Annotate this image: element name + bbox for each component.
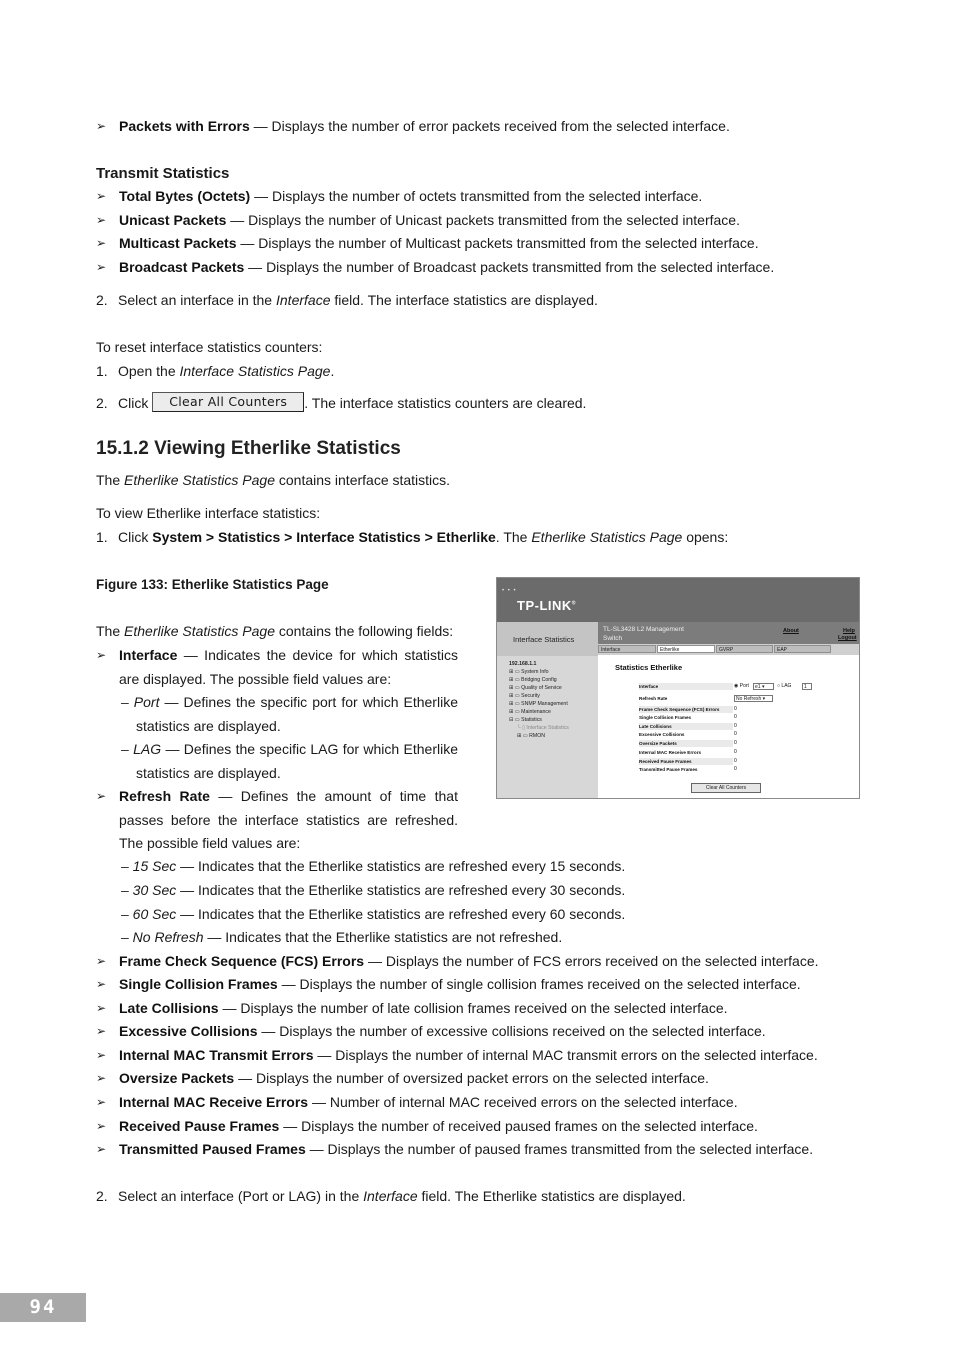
row-value-single-collision: 0 — [734, 714, 737, 720]
etherlike-screenshot — [496, 577, 860, 799]
tree-item-rmon[interactable]: ⊞ ▭ RMON — [517, 733, 545, 739]
tree-label: Interface Statistics — [526, 725, 569, 731]
tree-root[interactable]: 192.168.1.1 — [509, 661, 537, 667]
row-label-excessive: Excessive Collisions — [639, 732, 685, 737]
value-name: – LAG — [121, 741, 162, 757]
row-value-oversize: 0 — [734, 740, 737, 746]
tree-item-system-info[interactable]: ⊞ ▭ System Info — [509, 669, 549, 675]
step-number: 2. — [96, 1188, 108, 1204]
text: contains the following fields: — [274, 623, 454, 639]
value-desc: — Indicates that the Etherlike statistics are refreshed every 15 seconds. — [176, 858, 626, 874]
row-label-oversize: Oversize Packets — [639, 740, 733, 747]
tree-label: Security — [521, 693, 540, 699]
row-value-late-collisions: 0 — [734, 723, 737, 729]
logo-dots-icon: • • • — [502, 588, 517, 594]
term: Multicast Packets — [119, 235, 237, 251]
tree-item-interface-statistics[interactable]: └ ▯ Interface Statistics — [517, 725, 569, 731]
term: Total Bytes (Octets) — [119, 188, 251, 204]
bullet-packets-with-errors — [96, 115, 859, 139]
desc: — Displays the number of single collision frames received on the selected interface. — [277, 976, 801, 992]
port-select[interactable]: e1 ▾ — [753, 683, 774, 690]
final-step — [96, 1185, 859, 1209]
term: Single Collision Frames — [119, 976, 278, 992]
text: Click — [118, 395, 153, 411]
logo-text: TP-LINK — [517, 598, 572, 613]
text: Open the — [118, 363, 180, 379]
text: The — [96, 472, 125, 488]
view-intro: To view Etherlike interface statistics: — [96, 505, 321, 521]
desc: — Displays the number of error packets received from the selected interface. — [249, 118, 730, 134]
row-label-refresh: Refresh Rate — [639, 696, 668, 701]
italic-text: Etherlike Statistics Page — [124, 472, 275, 488]
logout-link[interactable]: Logout — [838, 635, 857, 641]
tree-item-statistics[interactable]: ⊟ ▭ Statistics — [509, 717, 542, 723]
nav-tree — [501, 660, 569, 740]
interface-selector — [734, 683, 749, 690]
row-label-late-collisions: Late Collisions — [639, 723, 733, 730]
bullet-mac-receive-errors — [96, 1091, 859, 1115]
row-value-mac-receive: 0 — [734, 749, 737, 755]
tree-item-snmp[interactable]: ⊞ ▭ SNMP Management — [509, 701, 568, 707]
row-label-interface: Interface — [639, 683, 733, 690]
term: Interface — [119, 647, 178, 663]
term: Frame Check Sequence (FCS) Errors — [119, 953, 365, 969]
value-desc: — Indicates that the Etherlike statistics are refreshed every 60 seconds. — [176, 906, 626, 922]
reset-step-2 — [96, 392, 859, 416]
clear-all-counters-button[interactable]: Clear All Counters — [152, 392, 304, 412]
text: field. The Etherlike statistics are displayed. — [417, 1188, 686, 1204]
tree-item-security[interactable]: ⊞ ▭ Security — [509, 693, 540, 699]
bullet-unicast — [96, 209, 859, 233]
tree-label: Bridging Config — [521, 677, 557, 683]
model-name — [603, 625, 684, 643]
model-line-1: TL-SL3428 L2 Management — [603, 626, 684, 633]
tree-label: Statistics — [521, 717, 542, 723]
bullet-transmitted-paused — [96, 1138, 859, 1162]
term: Refresh Rate — [119, 788, 210, 804]
row-label-single-collision: Single Collision Frames — [639, 715, 692, 720]
desc: — Defines the amount of time that passes before the interface statistics are refreshed. The possible field values are: — [119, 788, 458, 851]
desc: — Indicates the device for which statistics are displayed. The possible field values are: — [119, 647, 458, 687]
page-number: 94 — [0, 1293, 86, 1322]
desc: — Displays the number of octets transmitted from the selected interface. — [250, 188, 703, 204]
term: Broadcast Packets — [119, 259, 245, 275]
tree-label: RMON — [529, 733, 545, 739]
menu-path: System > Statistics > Interface Statistics > Etherlike — [152, 529, 496, 545]
tree-item-bridging[interactable]: ⊞ ▭ Bridging Config — [509, 677, 557, 683]
tab-etherlike[interactable]: Etherlike — [657, 645, 715, 653]
refresh-value-15 — [121, 855, 625, 879]
text: . The — [495, 529, 532, 545]
refresh-value: No Refresh — [736, 696, 762, 702]
refresh-select[interactable]: No Refresh ▾ — [734, 695, 773, 702]
italic-text: Interface — [363, 1188, 418, 1204]
trademark: ® — [571, 600, 576, 607]
screenshot-clear-all-counters-button[interactable]: Clear All Counters — [691, 783, 761, 793]
value-name: – No Refresh — [121, 929, 204, 945]
refresh-value-60 — [121, 903, 625, 927]
value-desc: — Defines the specific port for which Etherlike statistics are displayed. — [136, 694, 458, 734]
lag-selector — [777, 683, 791, 690]
transmit-statistics-heading: Transmit Statistics — [96, 165, 230, 182]
text: . — [330, 363, 335, 379]
row-value-received-pause: 0 — [734, 758, 737, 764]
interface-value-lag — [121, 738, 458, 785]
bullet-interface — [96, 644, 458, 691]
row-label-fcs: Frame Check Sequence (FCS) Errors — [639, 706, 733, 713]
desc: — Displays the number of Multicast packets transmitted from the selected interface. — [236, 235, 759, 251]
desc: — Number of internal MAC received errors on the selected interface. — [308, 1094, 738, 1110]
desc: — Displays the number of excessive collisions received on the selected interface. — [257, 1023, 766, 1039]
value-name: – 15 Sec — [121, 858, 177, 874]
step-select-interface — [96, 289, 859, 313]
desc: — Displays the number of FCS errors received on the selected interface. — [364, 953, 819, 969]
bullet-fcs-errors — [96, 950, 859, 974]
view-step-1 — [96, 526, 859, 550]
tree-label: SNMP Management — [521, 701, 568, 707]
figure-caption: Figure 133: Etherlike Statistics Page — [96, 577, 329, 592]
model-line-2: Switch — [603, 635, 623, 642]
term: Late Collisions — [119, 1000, 219, 1016]
value-name: – 30 Sec — [121, 882, 177, 898]
text: Select an interface in the — [118, 292, 276, 308]
about-link[interactable]: About — [783, 628, 799, 634]
italic-text: Etherlike Statistics Page — [124, 623, 275, 639]
term: Oversize Packets — [119, 1070, 235, 1086]
desc: — Displays the number of late collision frames received on the selected interface. — [218, 1000, 728, 1016]
desc: — Displays the number of received paused frames on the selected interface. — [279, 1118, 758, 1134]
italic-text: Interface Statistics Page — [179, 363, 331, 379]
bullet-total-bytes — [96, 185, 859, 209]
bullet-late-collisions — [96, 997, 859, 1021]
term: Packets with Errors — [119, 118, 250, 134]
left-header-title: Interface Statistics — [513, 635, 575, 644]
tab-eap[interactable]: EAP — [774, 645, 831, 653]
text: contains interface statistics. — [274, 472, 451, 488]
value-desc: — Indicates that the Etherlike statistics are not refreshed. — [203, 929, 563, 945]
desc: — Displays the number of Unicast packets transmitted from the selected interface. — [226, 212, 740, 228]
left-pane-header — [497, 622, 598, 656]
italic-text: Interface — [276, 292, 331, 308]
desc: — Displays the number of Broadcast packets transmitted from the selected interface. — [244, 259, 775, 275]
bullet-single-collision — [96, 973, 859, 997]
bullet-refresh-rate — [96, 785, 458, 856]
row-value-excessive: 0 — [734, 731, 737, 737]
tree-label: Maintenance — [521, 709, 551, 715]
term: Unicast Packets — [119, 212, 227, 228]
bullet-excessive-collisions — [96, 1020, 859, 1044]
text: Select an interface (Port or LAG) in the — [118, 1188, 364, 1204]
bullet-oversize-packets — [96, 1067, 859, 1091]
step-number: 2. — [96, 292, 108, 308]
section-heading: 15.1.2 Viewing Etherlike Statistics — [96, 438, 401, 459]
port-value: e1 — [755, 684, 761, 690]
tab-interface[interactable]: Interface — [598, 645, 656, 653]
row-label-transmitted-pause: Transmitted Pause Frames — [639, 767, 698, 772]
row-value-transmitted-pause: 0 — [734, 766, 737, 772]
step-number: 1. — [96, 529, 108, 545]
step-number: 2. — [96, 395, 108, 411]
refresh-value-30 — [121, 879, 625, 903]
tp-link-logo — [517, 598, 576, 613]
lag-select[interactable]: 1 — [802, 683, 812, 690]
text: opens: — [682, 529, 729, 545]
italic-text: Etherlike Statistics Page — [531, 529, 683, 545]
interface-value-port — [121, 691, 458, 738]
text: field. The interface statistics are displayed. — [330, 292, 598, 308]
tree-item-qos[interactable]: ⊞ ▭ Quality of Service — [509, 685, 562, 691]
tab-gvrp[interactable]: GVRP — [716, 645, 773, 653]
text: . The interface statistics counters are cleared. — [304, 395, 587, 411]
help-link[interactable]: Help — [843, 628, 855, 634]
tree-label: System Info — [521, 669, 549, 675]
term: Internal MAC Transmit Errors — [119, 1047, 314, 1063]
tree-label: Quality of Service — [521, 685, 562, 691]
value-desc: — Indicates that the Etherlike statistics are refreshed every 30 seconds. — [176, 882, 626, 898]
tree-item-maintenance[interactable]: ⊞ ▭ Maintenance — [509, 709, 551, 715]
step-number: 1. — [96, 363, 108, 379]
fields-intro — [96, 620, 458, 644]
reset-intro: To reset interface statistics counters: — [96, 339, 323, 355]
radio-port-icon[interactable]: ◉ — [734, 683, 739, 689]
desc: — Displays the number of internal MAC transmit errors on the selected interface. — [313, 1047, 818, 1063]
text: The — [96, 623, 125, 639]
value-desc: — Defines the specific LAG for which Etherlike statistics are displayed. — [136, 741, 458, 781]
statistics-title: Statistics Etherlike — [615, 663, 683, 672]
row-label-mac-receive: Internal MAC Receive Errors — [639, 750, 702, 755]
desc: — Displays the number of oversized packet errors on the selected interface. — [234, 1070, 709, 1086]
radio-port-label: Port — [739, 683, 749, 689]
row-label-received-pause: Received Pause Frames — [639, 758, 733, 765]
term: Transmitted Paused Frames — [119, 1141, 306, 1157]
radio-lag-label: LAG — [781, 683, 792, 689]
desc: — Displays the number of paused frames transmitted from the selected interface. — [305, 1141, 814, 1157]
bullet-multicast — [96, 232, 859, 256]
radio-lag-icon[interactable]: ○ — [777, 683, 781, 689]
reset-step-1 — [96, 360, 859, 384]
term: Received Pause Frames — [119, 1118, 280, 1134]
value-name: – Port — [121, 694, 160, 710]
bullet-broadcast — [96, 256, 859, 280]
value-name: – 60 Sec — [121, 906, 177, 922]
term: Excessive Collisions — [119, 1023, 258, 1039]
row-value-fcs: 0 — [734, 706, 737, 712]
text: Click — [118, 529, 153, 545]
bullet-mac-transmit-errors — [96, 1044, 859, 1068]
refresh-value-none — [121, 926, 562, 950]
term: Internal MAC Receive Errors — [119, 1094, 309, 1110]
section-intro — [96, 469, 859, 493]
bullet-received-pause — [96, 1115, 859, 1139]
